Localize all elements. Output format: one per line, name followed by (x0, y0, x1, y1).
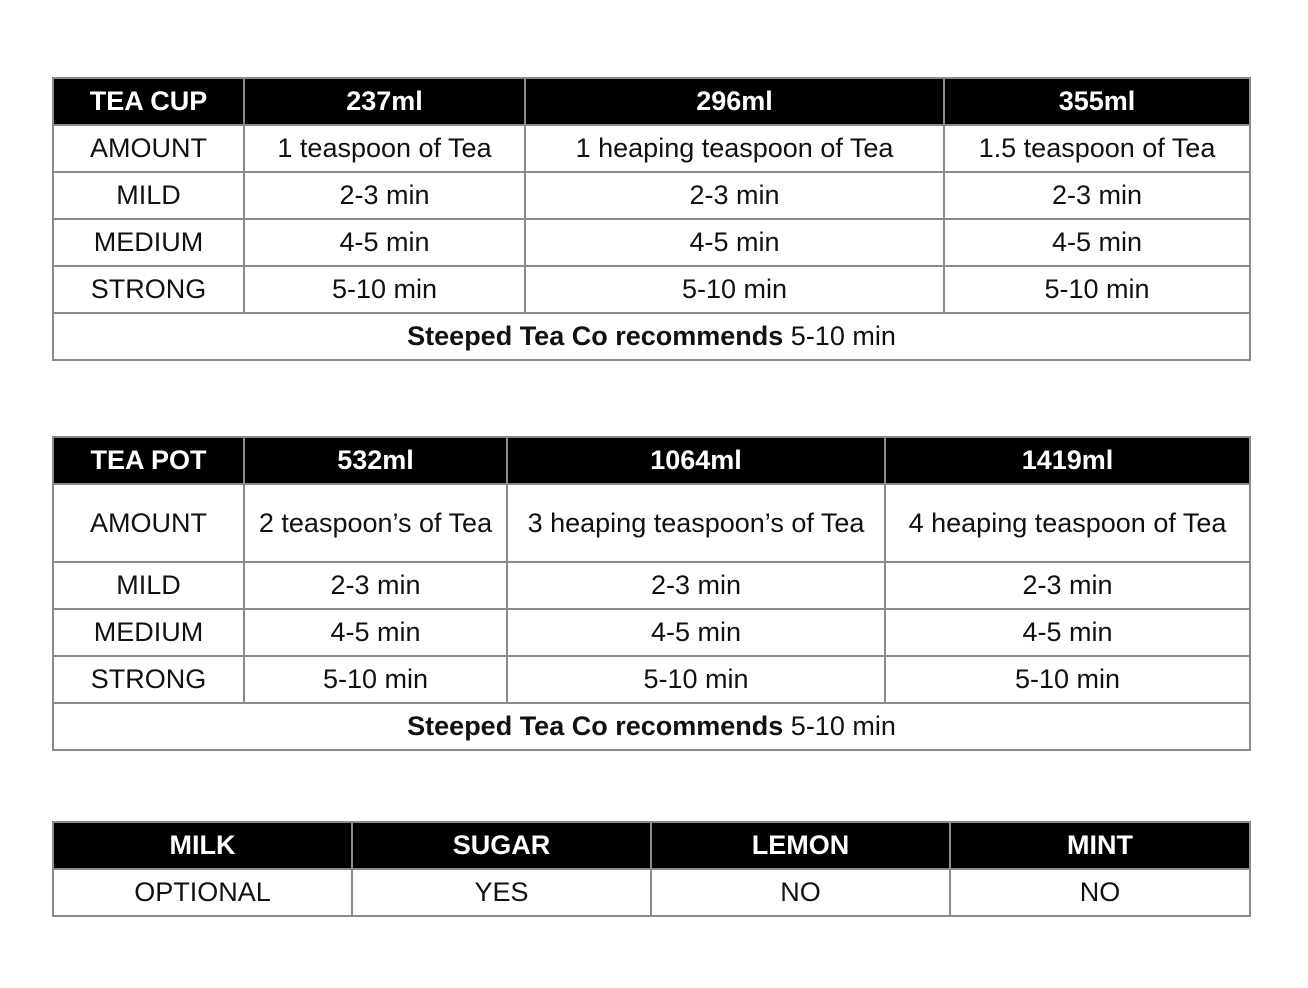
table-cell: 2-3 min (244, 172, 525, 219)
sugar-header: SUGAR (352, 822, 651, 869)
table-cell: 1 heaping teaspoon of Tea (525, 125, 944, 172)
add-ins-value-row (53, 869, 1250, 916)
recommend-label: Steeped Tea Co recommends (407, 711, 784, 741)
table-cell: 2-3 min (507, 562, 885, 609)
recommend-value: 5-10 min (790, 321, 896, 351)
tea-cup-row-strong (53, 266, 1250, 313)
tea-pot-row-medium (53, 609, 1250, 656)
tea-pot-header-row (53, 437, 1250, 484)
tea-pot-header-label: TEA POT (53, 437, 244, 484)
table-cell: 4 heaping teaspoon of Tea (885, 484, 1250, 562)
table-cell: 1 teaspoon of Tea (244, 125, 525, 172)
table-cell: 4-5 min (244, 219, 525, 266)
tea-pot-row-strong (53, 656, 1250, 703)
tea-cup-size-296: 296ml (525, 78, 944, 125)
mint-header: MINT (950, 822, 1250, 869)
table-cell: 2-3 min (244, 562, 507, 609)
add-ins-header-row (53, 822, 1250, 869)
tea-pot-recommendation (53, 703, 1250, 750)
table-cell: 5-10 min (244, 266, 525, 313)
milk-header: MILK (53, 822, 352, 869)
tea-cup-row-mild (53, 172, 1250, 219)
table-cell: 2-3 min (944, 172, 1250, 219)
tea-pot-recommend-row (53, 703, 1250, 750)
tea-pot-row-amount (53, 484, 1250, 562)
tea-pot-table (52, 436, 1251, 751)
row-label: MILD (53, 562, 244, 609)
recommend-value: 5-10 min (790, 711, 896, 741)
add-ins-table (52, 821, 1251, 917)
table-cell: 5-10 min (244, 656, 507, 703)
row-label: MEDIUM (53, 609, 244, 656)
row-label: MEDIUM (53, 219, 244, 266)
table-cell: 5-10 min (525, 266, 944, 313)
mint-value: NO (950, 869, 1250, 916)
tea-cup-size-237: 237ml (244, 78, 525, 125)
table-cell: 2-3 min (885, 562, 1250, 609)
table-cell: 4-5 min (525, 219, 944, 266)
sugar-value: YES (352, 869, 651, 916)
tea-pot-size-532: 532ml (244, 437, 507, 484)
tea-cup-recommendation (53, 313, 1250, 360)
table-cell: 4-5 min (244, 609, 507, 656)
table-cell: 5-10 min (944, 266, 1250, 313)
tea-cup-row-amount (53, 125, 1250, 172)
tea-pot-row-mild (53, 562, 1250, 609)
milk-value: OPTIONAL (53, 869, 352, 916)
table-cell: 2-3 min (525, 172, 944, 219)
table-cell: 1.5 teaspoon of Tea (944, 125, 1250, 172)
table-cell: 4-5 min (885, 609, 1250, 656)
tea-cup-recommend-row (53, 313, 1250, 360)
table-cell: 5-10 min (885, 656, 1250, 703)
table-cell: 3 heaping teaspoon’s of Tea (507, 484, 885, 562)
lemon-header: LEMON (651, 822, 950, 869)
row-label: AMOUNT (53, 484, 244, 562)
table-cell: 2 teaspoon’s of Tea (244, 484, 507, 562)
tea-cup-table (52, 77, 1251, 361)
tea-cup-header-label: TEA CUP (53, 78, 244, 125)
tea-pot-size-1064: 1064ml (507, 437, 885, 484)
row-label: STRONG (53, 656, 244, 703)
table-cell: 5-10 min (507, 656, 885, 703)
lemon-value: NO (651, 869, 950, 916)
row-label: STRONG (53, 266, 244, 313)
table-cell: 4-5 min (944, 219, 1250, 266)
table-cell: 4-5 min (507, 609, 885, 656)
tea-cup-size-355: 355ml (944, 78, 1250, 125)
tea-cup-row-medium (53, 219, 1250, 266)
tea-cup-header-row (53, 78, 1250, 125)
recommend-label: Steeped Tea Co recommends (407, 321, 784, 351)
row-label: MILD (53, 172, 244, 219)
tea-pot-size-1419: 1419ml (885, 437, 1250, 484)
row-label: AMOUNT (53, 125, 244, 172)
